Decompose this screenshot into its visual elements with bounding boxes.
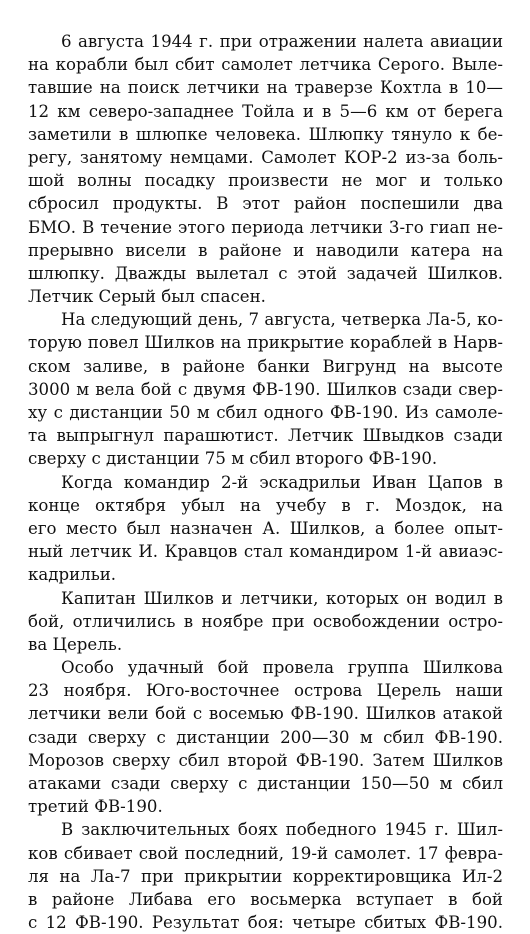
text-line: ском заливе, в районе банки Вигрунд на высоте [28,356,503,376]
text-line: летчики вели бой с восемью ФВ-190. Шилков атакой [28,704,503,724]
text-line: 3000 м вела бой с двумя ФВ-190. Шилков сзади свер- [28,379,503,399]
paragraph-6 [28,818,503,934]
text-line: БМО. В течение этого периода летчики 3-го гиап не- [28,217,503,237]
text-line: 6 августа 1944 г. при отражении налета авиации [61,32,503,51]
paragraph-3 [28,471,503,587]
text-line: сзади сверху с дистанции 200—30 м сбил ФВ-190. [28,727,503,747]
text-line: ва Церель. [28,634,123,654]
text-line: конце октября убыл на учебу в г. Моздок, на [28,495,503,515]
text-line: кадрильи. [28,565,117,585]
text-line: прерывно висели в районе и наводили катера на [28,240,503,260]
text-line: регу, занятому немцами. Самолет КОР-2 из-за боль- [28,147,503,167]
text-line: На следующий день, 7 августа, четверка Ла-5, ко- [61,310,503,330]
text-line: 23 ноября. Юго-восточнее острова Церель наши [28,681,503,701]
text-line: В заключительных боях победного 1945 г. Шил- [61,820,503,840]
paragraph-1 [28,30,503,308]
text-line: бой, отличились в ноябре при освобождении остро- [28,611,503,631]
text-line: Особо удачный бой провела группа Шилкова [61,658,503,678]
paragraph-5 [28,656,503,818]
text-line: заметили в шлюпке человека. Шлюпку тянуло к бе- [28,124,503,144]
text-line: атаками сзади сверху с дистанции 150—50 м сбил [28,774,503,793]
text-line: третий ФВ-190. [28,797,163,817]
paragraph-2 [28,308,503,470]
text-line: ху с дистанции 50 м сбил одного ФВ-190. Из самоле- [28,403,503,422]
text-line: Капитан Шилков и летчики, которых он водил в [61,588,503,608]
text-line: та выпрыгнул парашютист. Летчик Швыдков сзади [28,426,503,446]
text-line: с 12 ФВ-190. Результат боя: четыре сбитых ФВ-190. [28,913,503,933]
text-line: сбросил продукты. В этот район поспешили два [28,194,503,214]
text-line: сверху с дистанции 75 м сбил второго ФВ-190. [28,449,438,469]
text-line: 12 км северо-западнее Тойла и в 5—6 км от берега [28,101,503,121]
text-line: Когда командир 2-й эскадрильи Иван Цапов в [61,472,503,492]
text-line: ля на Ла-7 при прикрытии корректировщика Ил-2 [28,866,503,886]
text-line: тавшие на поиск летчики на траверзе Кохтла в 10— [28,78,503,98]
text-line: Морозов сверху сбил второй ФВ-190. Затем Шилков [28,750,503,770]
text-line: ный летчик И. Кравцов стал командиром 1-й авиаэс- [28,542,503,562]
text-line: его место был назначен А. Шилков, а более опыт- [28,518,503,538]
text-line: ков сбивает свой последний, 19-й самолет. 17 февра- [28,843,503,863]
text-line: в районе Либава его восьмерка вступает в бой [28,889,503,909]
text-line: на корабли был сбит самолет летчика Серого. Выле- [28,55,503,75]
text-line: Летчик Серый был спасен. [28,287,266,307]
paragraph-4 [28,587,503,657]
text-line: шой волны посадку произвести не мог и только [28,171,503,191]
text-line: шлюпку. Дважды вылетал с этой задачей Шилков. [28,263,503,283]
page-text [28,30,503,934]
text-line: торую повел Шилков на прикрытие кораблей в Нарв- [28,333,503,353]
